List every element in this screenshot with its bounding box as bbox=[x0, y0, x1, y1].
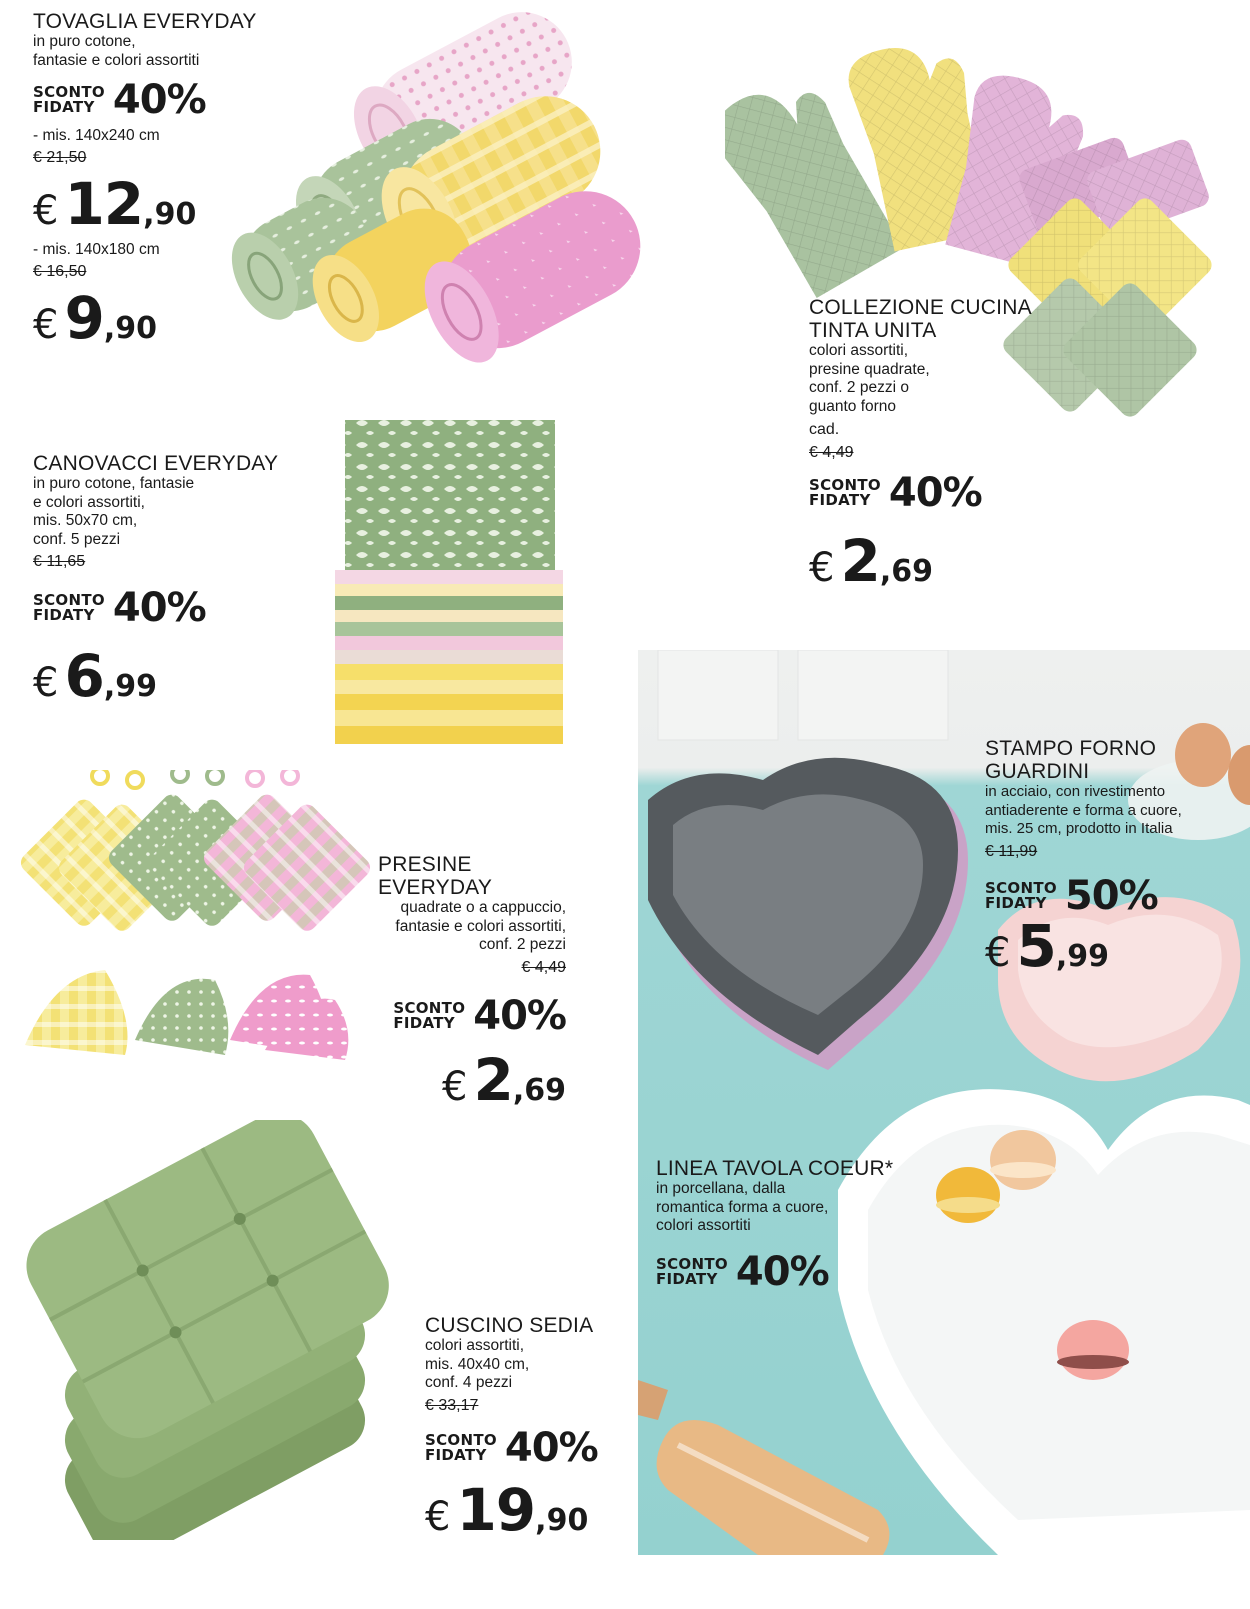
euro-symbol: € bbox=[985, 929, 1011, 976]
sale-price bbox=[33, 642, 293, 710]
chair-cushions-image bbox=[25, 1120, 410, 1540]
discount-percent: 40% bbox=[888, 470, 982, 516]
size-option: - mis. 140x240 cm bbox=[33, 127, 160, 144]
product-title: CANOVACCI EVERYDAY bbox=[33, 452, 279, 475]
euro-symbol: € bbox=[33, 660, 59, 706]
euro-symbol: € bbox=[425, 1493, 451, 1540]
product-title: STAMPO FORNO GUARDINI bbox=[985, 737, 1157, 783]
product-description: colori assortiti, mis. 40x40 cm, conf. 4 pezzi bbox=[425, 1337, 530, 1391]
sconto-label: SCONTO FIDATY bbox=[393, 998, 466, 1032]
old-price: € 11,65 bbox=[33, 553, 86, 570]
sconto-label: SCONTO FIDATY bbox=[809, 476, 881, 509]
price-decimal: ,69 bbox=[512, 1072, 566, 1108]
product-title: CUSCINO SEDIA bbox=[425, 1314, 594, 1337]
product-collezione bbox=[809, 296, 1049, 595]
sconto-fidaty-badge bbox=[425, 1424, 615, 1471]
product-tovaglia bbox=[33, 10, 263, 352]
sconto-fidaty-badge bbox=[330, 992, 566, 1039]
price-decimal: ,69 bbox=[879, 554, 933, 589]
tablecloth-rolls-image bbox=[230, 5, 660, 370]
price-integer: 9 bbox=[64, 284, 104, 352]
old-price: € 11,99 bbox=[985, 842, 1038, 860]
price-integer: 12 bbox=[64, 170, 144, 238]
tea-towels-stack-image bbox=[330, 415, 580, 755]
old-price: € 4,49 bbox=[809, 444, 854, 461]
old-price: € 33,17 bbox=[425, 1396, 479, 1414]
product-description: in puro cotone, fantasie e colori assortiti bbox=[33, 33, 200, 69]
sale-price bbox=[809, 527, 1049, 595]
discount-percent: 50% bbox=[1064, 872, 1158, 919]
sconto-label: SCONTO FIDATY bbox=[33, 591, 105, 624]
product-description: in porcellana, dalla romantica forma a cuore, colori assortiti bbox=[656, 1180, 829, 1234]
sconto-fidaty-badge bbox=[985, 872, 1235, 919]
price-decimal: ,90 bbox=[143, 197, 197, 232]
product-cuscino bbox=[425, 1314, 615, 1544]
old-price: € 4,49 bbox=[521, 958, 566, 976]
sconto-label: SCONTO FIDATY bbox=[656, 1254, 728, 1288]
sconto-label: SCONTO FIDATY bbox=[425, 1430, 497, 1464]
price-integer: 19 bbox=[456, 1475, 536, 1544]
price-integer: 2 bbox=[840, 527, 880, 595]
price-decimal: ,90 bbox=[535, 1502, 589, 1538]
product-description: in puro cotone, fantasie e colori assortiti, mis. 50x70 cm, conf. 5 pezzi bbox=[33, 475, 195, 548]
unit-label: cad. bbox=[809, 421, 840, 438]
discount-percent: 40% bbox=[473, 992, 566, 1039]
euro-symbol: € bbox=[442, 1063, 468, 1110]
product-title: COLLEZIONE CUCINA TINTA UNITA bbox=[809, 296, 1032, 342]
sconto-label: SCONTO FIDATY bbox=[33, 83, 105, 116]
product-linea bbox=[656, 1157, 916, 1295]
product-stampo bbox=[985, 737, 1235, 980]
price-integer: 5 bbox=[1016, 911, 1056, 980]
price-integer: 6 bbox=[64, 642, 104, 710]
product-title: LINEA TAVOLA COEUR* bbox=[656, 1157, 894, 1180]
sale-price bbox=[330, 1045, 566, 1114]
product-description: quadrate o a cappuccio, fantasie e colori assortiti, conf. 2 pezzi bbox=[395, 899, 566, 953]
product-title: TOVAGLIA EVERYDAY bbox=[33, 10, 257, 33]
product-presine bbox=[330, 853, 566, 1114]
sconto-fidaty-badge bbox=[33, 585, 293, 631]
discount-percent: 40% bbox=[112, 77, 206, 123]
sconto-fidaty-badge bbox=[33, 77, 263, 123]
euro-symbol: € bbox=[33, 302, 59, 348]
potholders-everyday-image bbox=[15, 770, 370, 1090]
sale-price bbox=[985, 911, 1235, 980]
sconto-fidaty-badge bbox=[809, 470, 1049, 516]
price-decimal: ,99 bbox=[1055, 938, 1109, 974]
price-decimal: ,90 bbox=[103, 311, 157, 346]
euro-symbol: € bbox=[809, 545, 835, 591]
product-description: in acciaio, con rivestimento antiaderente e forma a cuore, mis. 25 cm, prodotto in Italia bbox=[985, 783, 1182, 837]
size-option: - mis. 140x180 cm bbox=[33, 241, 160, 258]
product-description: colori assortiti, presine quadrate, conf. 2 pezzi o guanto forno bbox=[809, 342, 930, 415]
product-canovacci bbox=[33, 452, 293, 710]
sconto-fidaty-badge bbox=[656, 1248, 916, 1295]
old-price: € 21,50 bbox=[33, 149, 87, 166]
old-price: € 16,50 bbox=[33, 263, 87, 280]
sale-price bbox=[425, 1475, 615, 1544]
euro-symbol: € bbox=[33, 188, 59, 234]
price-decimal: ,99 bbox=[103, 669, 157, 704]
sale-price bbox=[33, 284, 263, 352]
discount-percent: 40% bbox=[112, 585, 206, 631]
price-integer: 2 bbox=[473, 1045, 513, 1114]
discount-percent: 40% bbox=[504, 1424, 598, 1471]
sale-price bbox=[33, 170, 263, 238]
sconto-label: SCONTO FIDATY bbox=[985, 878, 1057, 912]
discount-percent: 40% bbox=[735, 1248, 829, 1295]
product-title: PRESINE EVERYDAY bbox=[378, 853, 493, 899]
